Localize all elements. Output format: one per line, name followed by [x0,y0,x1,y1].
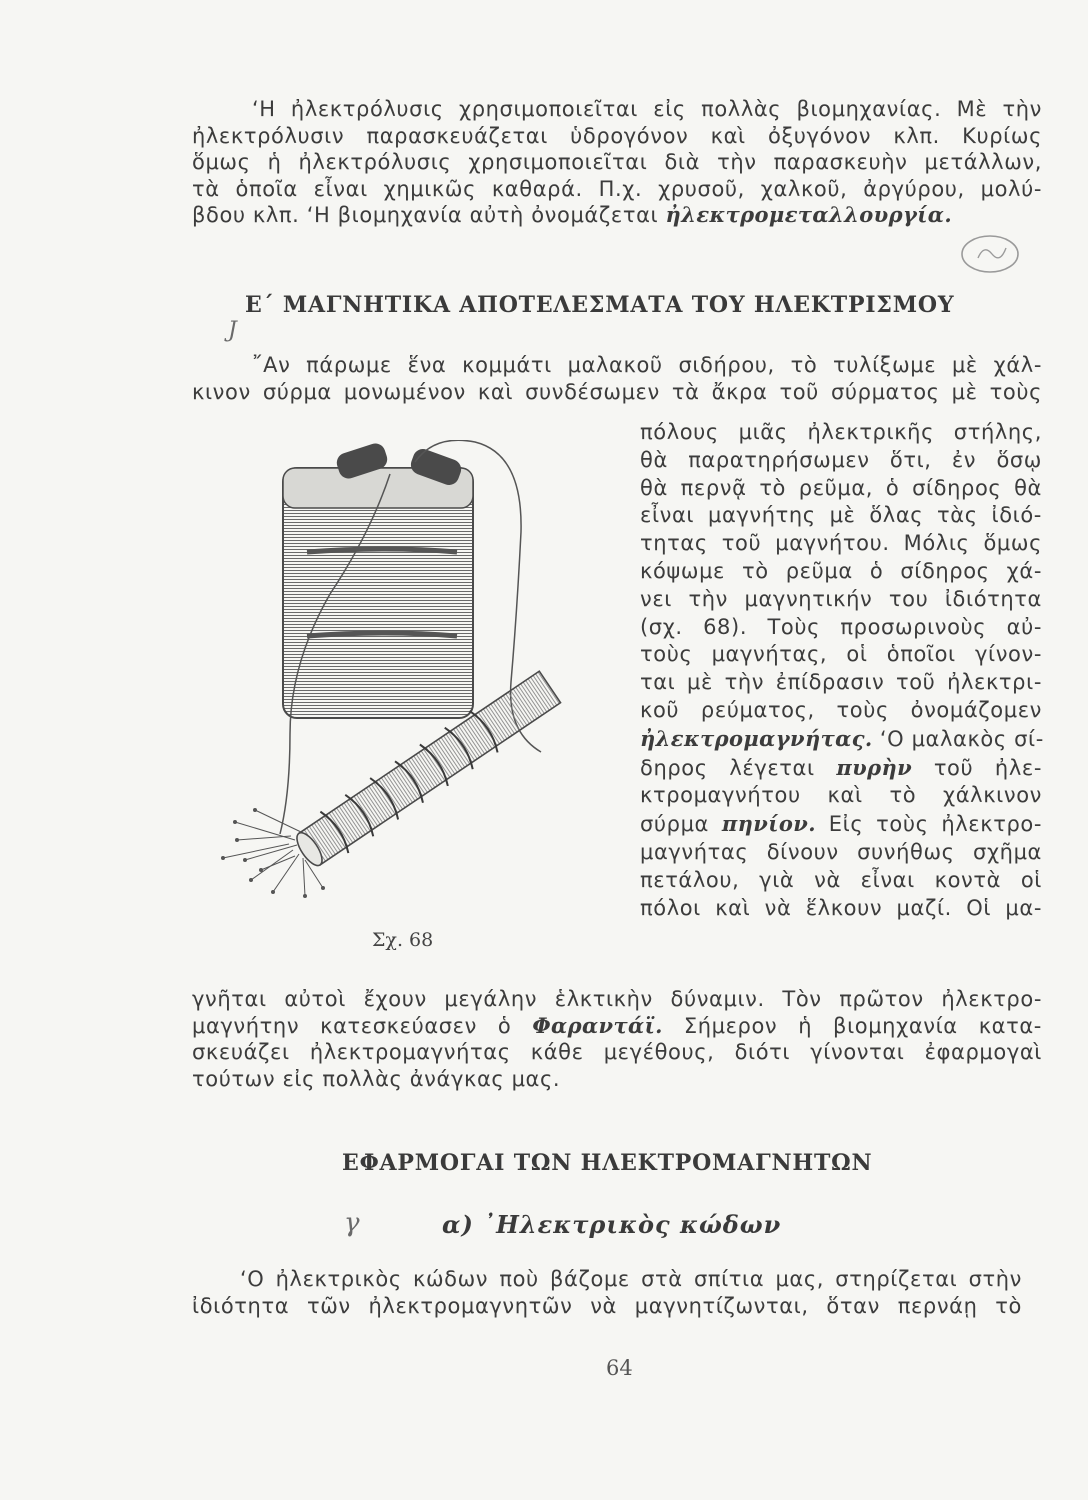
paragraph-electrolysis [192,96,1042,229]
section-heading: Ε΄ ΜΑΓΝΗΤΙΚΑ ΑΠΟΤΕΛΕΣΜΑΤΑ ΤΟΥ ΗΛΕΚΤΡΙΣΜΟΥ [245,292,955,318]
term-faraday: Φαραντάϊ. [532,1012,663,1038]
text-line [640,810,1042,839]
text-line: πετάλου, γιὰ νὰ εἶναι κοντὰ οἱ [640,867,1042,892]
text-line: τητας τοῦ μαγνήτου. Μόλις ὅμως [640,531,1042,556]
text-line: (σχ. 68). Τοὺς προσωρινοὺς αὐ- [640,614,1042,639]
text-line: θὰ περνᾷ τὸ ρεῦμα, ὁ σίδηρος θὰ [640,475,1042,500]
text-line: ἠλεκτρόλυσιν παρασκευάζεται ὑδρογόνον καὶ ὀξυγόνον κλπ. Κυρίως [192,123,1042,148]
page-number: 64 [606,1356,633,1380]
term-coil: πηνίον. [721,811,816,837]
text-line [640,754,1042,783]
text-line: εἶναι μαγνήτης μὲ ὅλας τὰς ἰδιό- [640,503,1042,528]
text-line: κοῦ ρεύματος, τοὺς ὀνομάζομεν [640,697,1042,722]
text-fragment: μαγνήτην κατεσκεύασεν ὁ [192,1013,512,1038]
paragraph-electromagnets-tail [192,986,1042,1092]
text-fragment: βδου κλπ. ‘Η βιομηχανία αὐτὴ ὀνομάζεται [192,203,659,228]
text-line: κτρομαγνήτου καὶ τὸ χάλκινον [640,783,1042,808]
text-line: ἰδιότητα τῶν ἠλεκτρομαγνητῶν νὰ μαγνητίζωνται, ὅταν περνάῃ τὸ [192,1293,1022,1318]
text-fragment: Εἰς τοὺς ἠλεκτρο- [828,812,1043,837]
paragraph-electromagnets [192,352,1042,405]
text-line: τὰ ὁποῖα εἶναι χημικῶς καθαρά. Π.χ. χρυσοῦ, χαλκοῦ, ἀργύρου, μολύ- [192,176,1042,201]
figure-battery-electromagnet [215,440,635,920]
text-line: θὰ παρατηρήσωμεν ὅτι, ἐν ὅσῳ [640,447,1042,472]
text-fragment: ‘Ο μαλακὸς σί- [879,726,1044,751]
term-electromagnets: ἠλεκτρομαγνήτας. [640,725,873,751]
text-line [192,202,1042,229]
text-line: κόψωμε τὸ ρεῦμα ὁ σίδηρος χά- [640,558,1042,583]
text-line: ‘Ο ἠλεκτρικὸς κώδων ποὺ βάζομε στὰ σπίτια μας, στηρίζεται στὴν [240,1267,1022,1291]
text-line: ται μὲ τὴν ἐπίδρασιν τοῦ ἠλεκτρι- [640,670,1042,695]
text-line: μαγνήτας δίνουν συνήθως σχῆμα [640,839,1042,864]
text-line: γνῆται αὐτοὶ ἔχουν μεγάλην ἑλκτικὴν δύναμιν. Τὸν πρῶτον ἠλεκτρο- [192,987,1042,1011]
text-line: νει τὴν μαγνητικήν του ἰδιότητα [640,586,1042,611]
text-fragment: σύρμα [640,812,709,837]
text-fragment: τοῦ ἠλε- [933,755,1042,780]
figure-caption: Σχ. 68 [372,929,434,951]
subheading-electric-bell: α) ᾿Ηλεκτρικὸς κώδων [442,1210,782,1239]
paragraph-electromagnets-column [640,419,1042,922]
text-line: ὅμως ἡ ἠλεκτρόλυσις χρησιμοποιεῖται διὰ τὴν παρασκευὴν μετάλλων, [192,150,1042,175]
text-line: ‘Η ἠλεκτρόλυσις χρησιμοποιεῖται εἰς πολλὰς βιομηχανίας. Μὲ τὴν [252,97,1042,121]
text-line: κινον σύρμα μονωμένον καὶ συνδέσωμεν τὰ ἄκρα τοῦ σύρματος μὲ τοὺς [192,379,1042,404]
text-line [192,1013,1042,1040]
term-electrometallurgy: ἠλεκτρομεταλλουργία. [665,202,953,228]
pencil-mark: γ [344,1208,360,1238]
text-fragment: Σήμερον ἡ βιομηχανία κατα- [683,1013,1042,1038]
text-line [640,725,1042,754]
paragraph-electric-bell [192,1266,1022,1319]
text-line: πόλοι καὶ νὰ ἕλκουν μαζί. Οἱ μα- [640,895,1042,920]
text-line: ῎Αν πάρωμε ἕνα κομμάτι μαλακοῦ σιδήρου, τὸ τυλίξωμε μὲ χάλ- [252,353,1042,377]
term-core: πυρὴν [836,754,913,780]
text-line: πόλους μιᾶς ἠλεκτρικῆς στήλης, [640,420,1042,444]
pencil-circle-mark [958,228,1028,280]
text-line: σκευάζει ἠλεκτρομαγνήτας κάθε μεγέθους, διότι γίνονται ἐφαρμογαὶ [192,1040,1042,1065]
section-heading-applications: ΕΦΑΡΜΟΓΑΙ ΤΩΝ ΗΛΕΚΤΡΟΜΑΓΝΗΤΩΝ [342,1150,873,1176]
pencil-mark: J [228,318,237,343]
text-line: τούτων εἰς πολλὰς ἀνάγκας μας. [192,1066,561,1091]
text-line: τοὺς μαγνήτας, οἱ ὁποῖοι γίνον- [640,642,1042,667]
text-fragment: δηρος λέγεται [640,755,815,780]
